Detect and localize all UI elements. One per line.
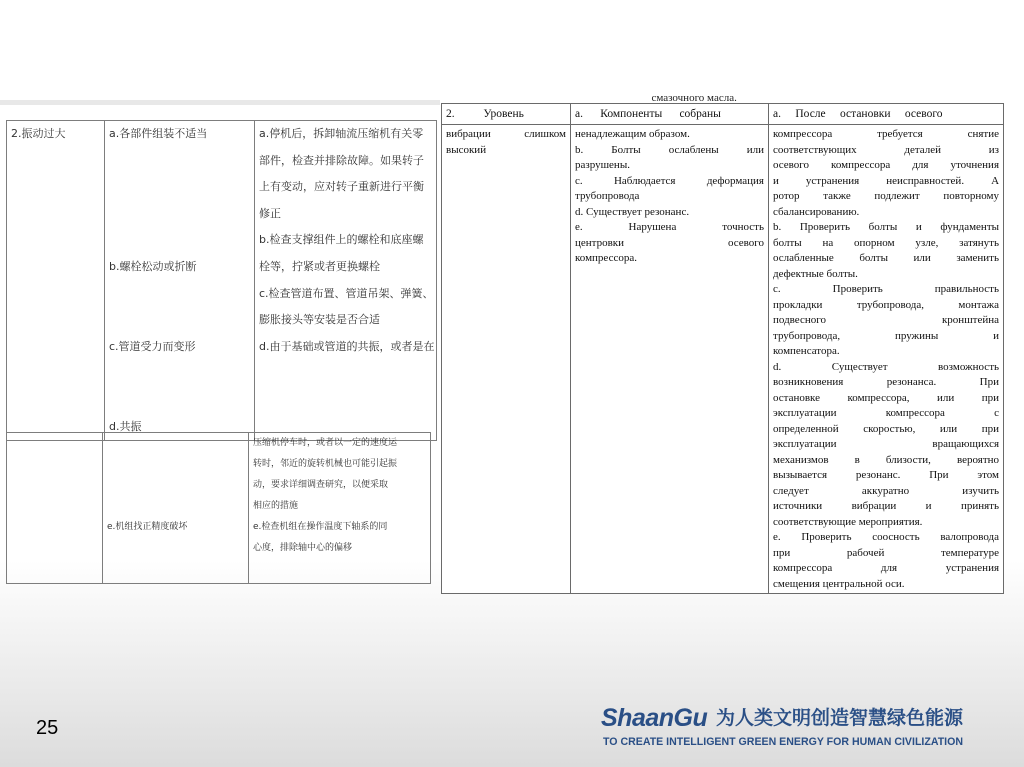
remedy-head: а. После остановки осевого	[773, 108, 943, 120]
russian-fault-table	[441, 95, 1004, 594]
fault-cell	[7, 121, 105, 441]
remedy-cell	[769, 125, 1004, 594]
fault-head-cell	[442, 104, 571, 125]
cause-line: компрессора.	[575, 252, 637, 264]
remedy-line: эксплуатации компрессора с	[773, 407, 1000, 419]
remedy-cell	[255, 121, 437, 441]
remedy-line: механизмов в близости, вероятно	[773, 453, 1000, 466]
remedy-line: смещения центральной оси.	[773, 577, 905, 590]
cause-line: центровки осевого	[575, 236, 764, 249]
remedy-line: прокладки трубопровода, монтажа	[773, 298, 1000, 311]
remedy-line: соответствующие мероприятия.	[773, 515, 923, 528]
remedy-line: компрессора для устранения	[773, 562, 1000, 574]
remedy-line: 压缩机停车时，或者以一定的速度运	[253, 438, 398, 448]
remedy-line: соответствующих деталей из	[773, 143, 1000, 156]
cause-line: c. Наблюдается деформация	[575, 174, 764, 187]
cause-line	[105, 360, 254, 387]
remedy-line: ослабленные болты или заменить	[773, 252, 1000, 264]
cause-line: e. Нарушена точность	[575, 221, 764, 233]
remedy-line: возникновения резонанса. При	[773, 376, 1000, 388]
remedy-line: 部件，检查并排除故障。如果转子	[259, 153, 424, 167]
logo-brand: ShaanGu	[601, 704, 708, 732]
cause-line: c.管道受力而变形	[109, 339, 196, 353]
remedy-line: 栓等，拧紧或者更换螺栓	[259, 259, 380, 273]
remedy-line: 转时，邻近的旋转机械也可能引起振	[253, 459, 398, 469]
remedy-line: дефектные болты.	[773, 267, 858, 280]
cause-line	[103, 454, 248, 475]
remedy-line: и устранения неисправностей. А	[773, 174, 1000, 187]
cause-cell	[571, 125, 769, 594]
cause-line: трубопровода	[575, 190, 640, 202]
company-logo	[601, 704, 1003, 750]
remedy-line: a.停机后，拆卸轴流压缩机有关零	[259, 127, 424, 140]
fault-head: 2. Уровень	[446, 108, 524, 120]
remedy-line: компенсатора.	[773, 345, 840, 357]
cause-line: разрушены.	[575, 159, 630, 171]
fault-cell	[7, 433, 103, 584]
chinese-fault-table-continued	[6, 432, 431, 584]
remedy-line: эксплуатации вращающихся	[773, 438, 1000, 450]
cause-line: b.螺栓松动或折断	[109, 259, 197, 273]
remedy-line: 动，要求详细调查研究，以便采取	[253, 480, 389, 490]
remedy-line: 相应的措施	[253, 501, 299, 511]
remedy-line: источники вибрации и принять	[773, 500, 1000, 512]
remedy-line: трубопровода, пружины и	[773, 329, 1000, 342]
logo-chinese-slogan: 为人类文明创造智慧绿色能源	[716, 707, 964, 729]
remedy-line: 膨胀接头等安装是否合适	[259, 313, 380, 327]
cause-line	[105, 307, 254, 334]
remedy-cell	[249, 433, 431, 584]
fault-text: вибрации слишком высокий	[446, 128, 566, 156]
cause-line	[105, 148, 254, 175]
cut-text: смазочного масла.	[651, 95, 737, 103]
cause-head-cell	[571, 104, 769, 125]
cause-line	[105, 201, 254, 228]
remedy-line: болты на опорном узле, затянуть	[773, 236, 1000, 249]
cause-cell	[103, 433, 249, 584]
cause-cell	[105, 121, 255, 441]
remedy-line: e.检查机组在操作温度下轴系的同	[253, 522, 388, 532]
scan-edge-strip	[0, 100, 440, 105]
cause-line	[105, 174, 254, 201]
remedy-line: 上有变动，应对转子重新进行平衡	[259, 180, 424, 194]
cause-line: d. Существует резонанс.	[575, 205, 690, 218]
previous-row-fragment	[442, 95, 1004, 104]
cause-line	[105, 227, 254, 254]
remedy-line: 修正	[259, 206, 281, 220]
remedy-head-cell	[769, 104, 1004, 125]
cause-line: a.各部件组装不适当	[109, 127, 208, 140]
cause-line	[105, 281, 254, 308]
remedy-line: остановке компрессора, или при	[773, 391, 1000, 404]
remedy-line: сбалансированию.	[773, 205, 860, 218]
remedy-line: d. Существует возможность	[773, 360, 1000, 373]
cause-line: e.机组找正精度破坏	[107, 522, 188, 532]
remedy-line: ротор также подлежит повторному	[773, 190, 1000, 202]
remedy-line: d.由于基础或管道的共振，或者是在	[259, 339, 435, 353]
cause-line	[105, 387, 254, 414]
remedy-line: 心度，排除轴中心的偏移	[253, 543, 353, 553]
remedy-line: b.检查支撑组件上的螺栓和底座螺	[259, 233, 424, 247]
remedy-line: подвесного кронштейна	[773, 314, 1000, 326]
cause-line: b. Болты ослаблены или	[575, 143, 764, 156]
remedy-line: компрессора требуется снятие	[773, 128, 1000, 140]
remedy-line: при рабочей температуре	[773, 546, 1000, 559]
cause-line	[103, 496, 248, 517]
cause-line: ненадлежащим образом.	[575, 128, 690, 140]
remedy-line: e. Проверить соосность валопровода	[773, 531, 1000, 543]
cause-line	[103, 538, 248, 559]
page-number: 25	[36, 717, 59, 739]
fault-cell	[442, 125, 571, 594]
remedy-line: определенной скоростью, или при	[773, 422, 1000, 435]
chinese-fault-table	[6, 120, 437, 441]
logo-english-slogan: TO CREATE INTELLIGENT GREEN ENERGY FOR HUMAN CIVILIZATION	[603, 736, 964, 748]
remedy-line: c.检查管道布置、管道吊架、弹簧、	[259, 286, 434, 300]
cause-line	[103, 433, 248, 454]
cause-line	[103, 475, 248, 496]
remedy-line: b. Проверить болты и фундаменты	[773, 221, 1000, 233]
cause-line: d.共振	[109, 419, 142, 433]
remedy-line: вызывается резонанс. При этом	[773, 469, 1000, 481]
fault-label: 2.振动过大	[11, 127, 66, 140]
cause-head: а. Компоненты собраны	[575, 108, 721, 120]
remedy-line: c. Проверить правильность	[773, 283, 1000, 295]
remedy-line: осевого компрессора для уточнения	[773, 159, 1000, 171]
remedy-line: следует аккуратно изучить	[773, 484, 1000, 497]
